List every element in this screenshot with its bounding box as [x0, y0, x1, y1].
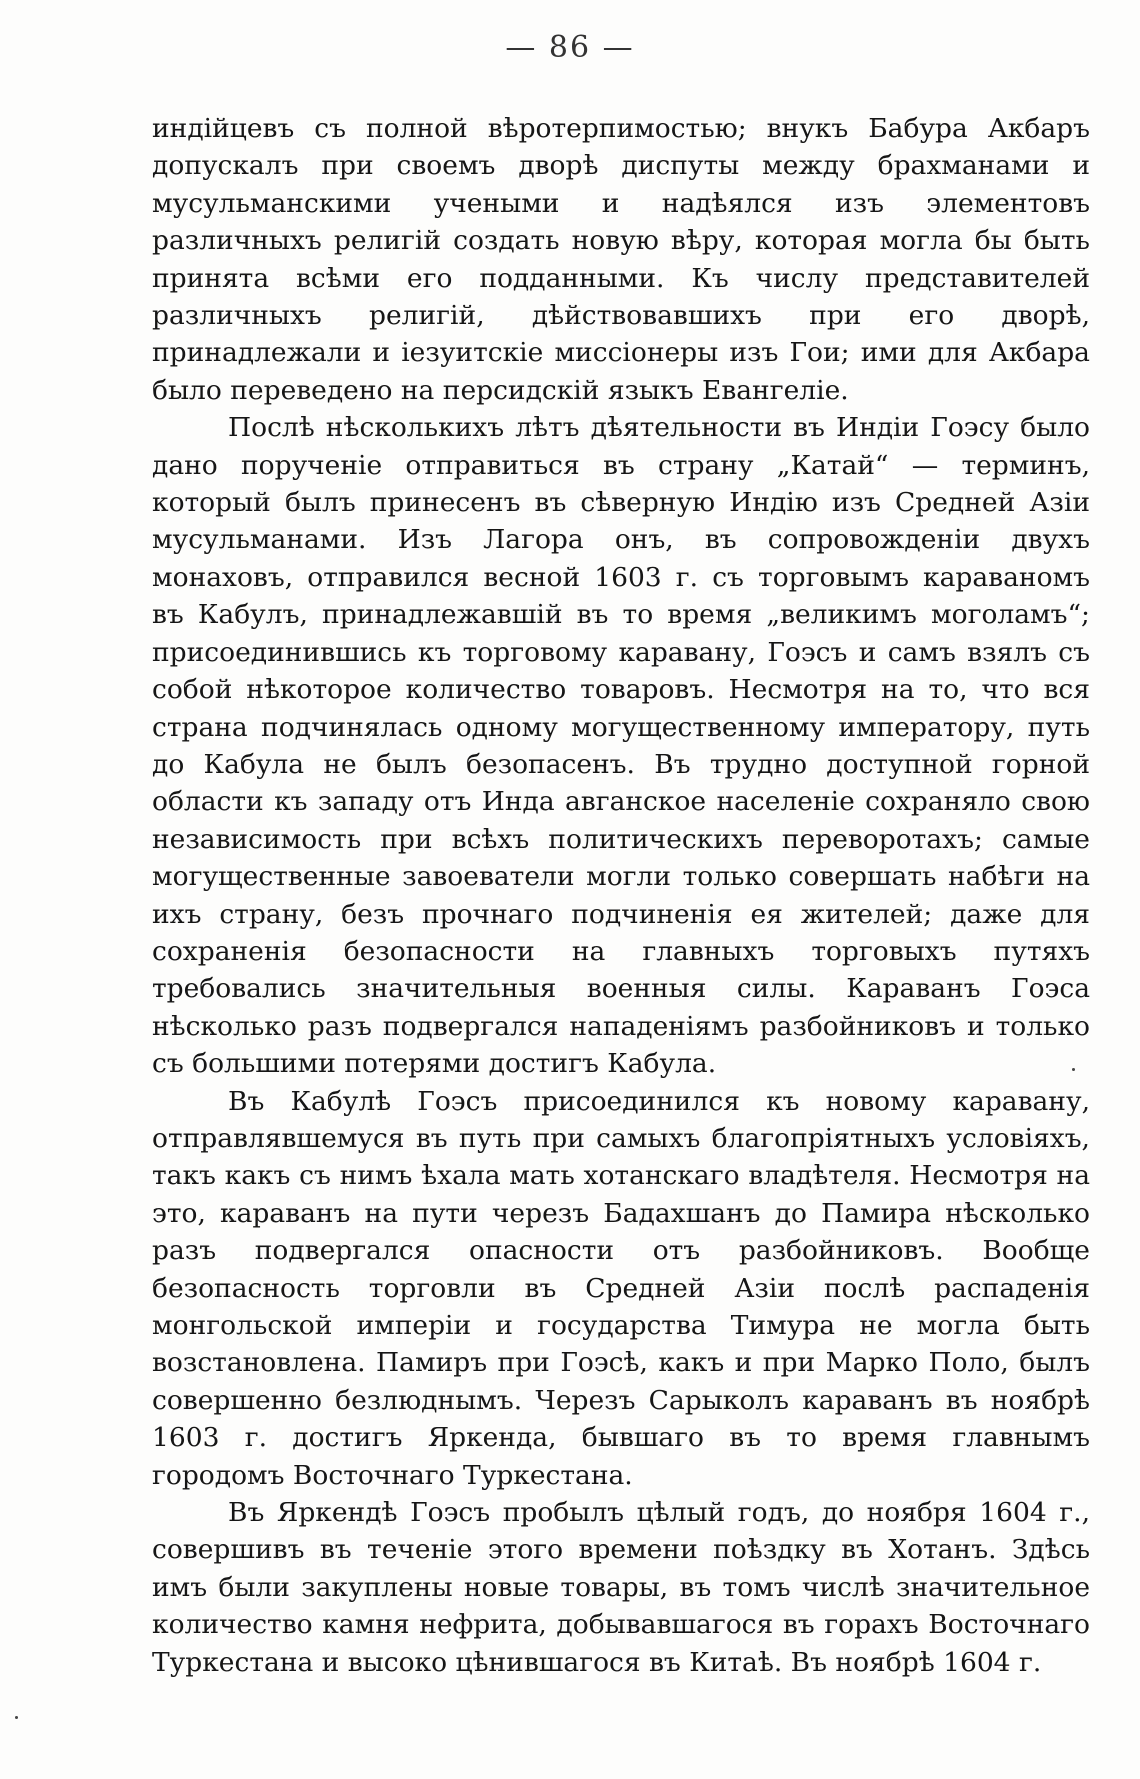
paragraph-4: Въ Яркендѣ Гоэсъ пробылъ цѣлый годъ, до ноября 1604 г., совершивъ въ теченіе этого времени поѣздку въ Хотанъ. Здѣсь имъ были закуплены новые товары, въ томъ числѣ значительное количество камня нефрита, добывавшагося въ горахъ Восточнаго Туркестана и высоко цѣнившагося въ Китаѣ. Въ ноябрѣ 1604 г. — [152, 1497, 1090, 1678]
paragraph-1: индійцевъ съ полной вѣротерпимостью; внукъ Бабура Акбаръ допускалъ при своемъ дворѣ диспуты между брахманами и мусульманскими учеными и надѣялся изъ элементовъ различныхъ религій создать новую вѣру, которая могла бы быть принята всѣми его подданными. Къ числу представителей различныхъ религій, дѣйствовавшихъ при его дворѣ, принадлежали и іезуитскіе миссіонеры изъ Гои; ими для Акбара было переведено на персидскій языкъ Евангеліе. — [152, 113, 1090, 406]
page-body-text — [152, 110, 1090, 1681]
paragraph-3: Въ Кабулѣ Гоэсъ присоединился къ новому каравану, отправлявшемуся въ путь при самыхъ благопріятныхъ условіяхъ, такъ какъ съ нимъ ѣхала мать хотанскаго владѣтеля. Несмотря на это, караванъ на пути черезъ Бадахшанъ до Памира нѣсколько разъ подвергался опасности отъ разбойниковъ. Вообще безопасность торговли въ Средней Азіи послѣ распаденія монгольской имперіи и государства Тимура не могла быть возстановлена. Памиръ при Гоэсѣ, какъ и при Марко Поло, былъ совершенно безлюднымъ. Черезъ Сарыколъ караванъ въ ноябрѣ 1603 г. достигъ Яркенда, бывшаго въ то время главнымъ городомъ Восточнаго Туркестана. — [152, 1085, 1090, 1491]
page-number: — 86 — — [505, 30, 635, 65]
paragraph-2: Послѣ нѣсколькихъ лѣтъ дѣятельности въ Индіи Гоэсу было дано порученіе отправиться въ страну „Катай“ — терминъ, который былъ принесенъ въ сѣверную Индію изъ Средней Азіи мусульманами. Изъ Лагора онъ, въ сопровожденіи двухъ монаховъ, отправился весной 1603 г. съ торговымъ караваномъ въ Кабулъ, принадлежавшій въ то время „великимъ моголамъ“; присоединившись къ торговому каравану, Гоэсъ и самъ взялъ съ собой нѣкоторое количество товаровъ. Несмотря на то, что вся страна подчинялась одному могущественному императору, путь до Кабула не былъ безопасенъ. Въ трудно доступной горной области къ западу отъ Инда авганское населеніе сохраняло свою независимость при всѣхъ политическихъ переворотахъ; самые могущественные завоеватели могли только совершать набѣги на ихъ страну, безъ прочнаго подчиненія ея жителей; даже для сохраненія безопасности на главныхъ торговыхъ путяхъ требовались значительныя военныя силы. Караванъ Гоэса нѣсколько разъ подвергался нападеніямъ разбойниковъ и только съ большими потерями достигъ Кабула. — [152, 412, 1090, 1080]
scan-speck — [1072, 1068, 1075, 1071]
scan-speck — [15, 1716, 18, 1719]
